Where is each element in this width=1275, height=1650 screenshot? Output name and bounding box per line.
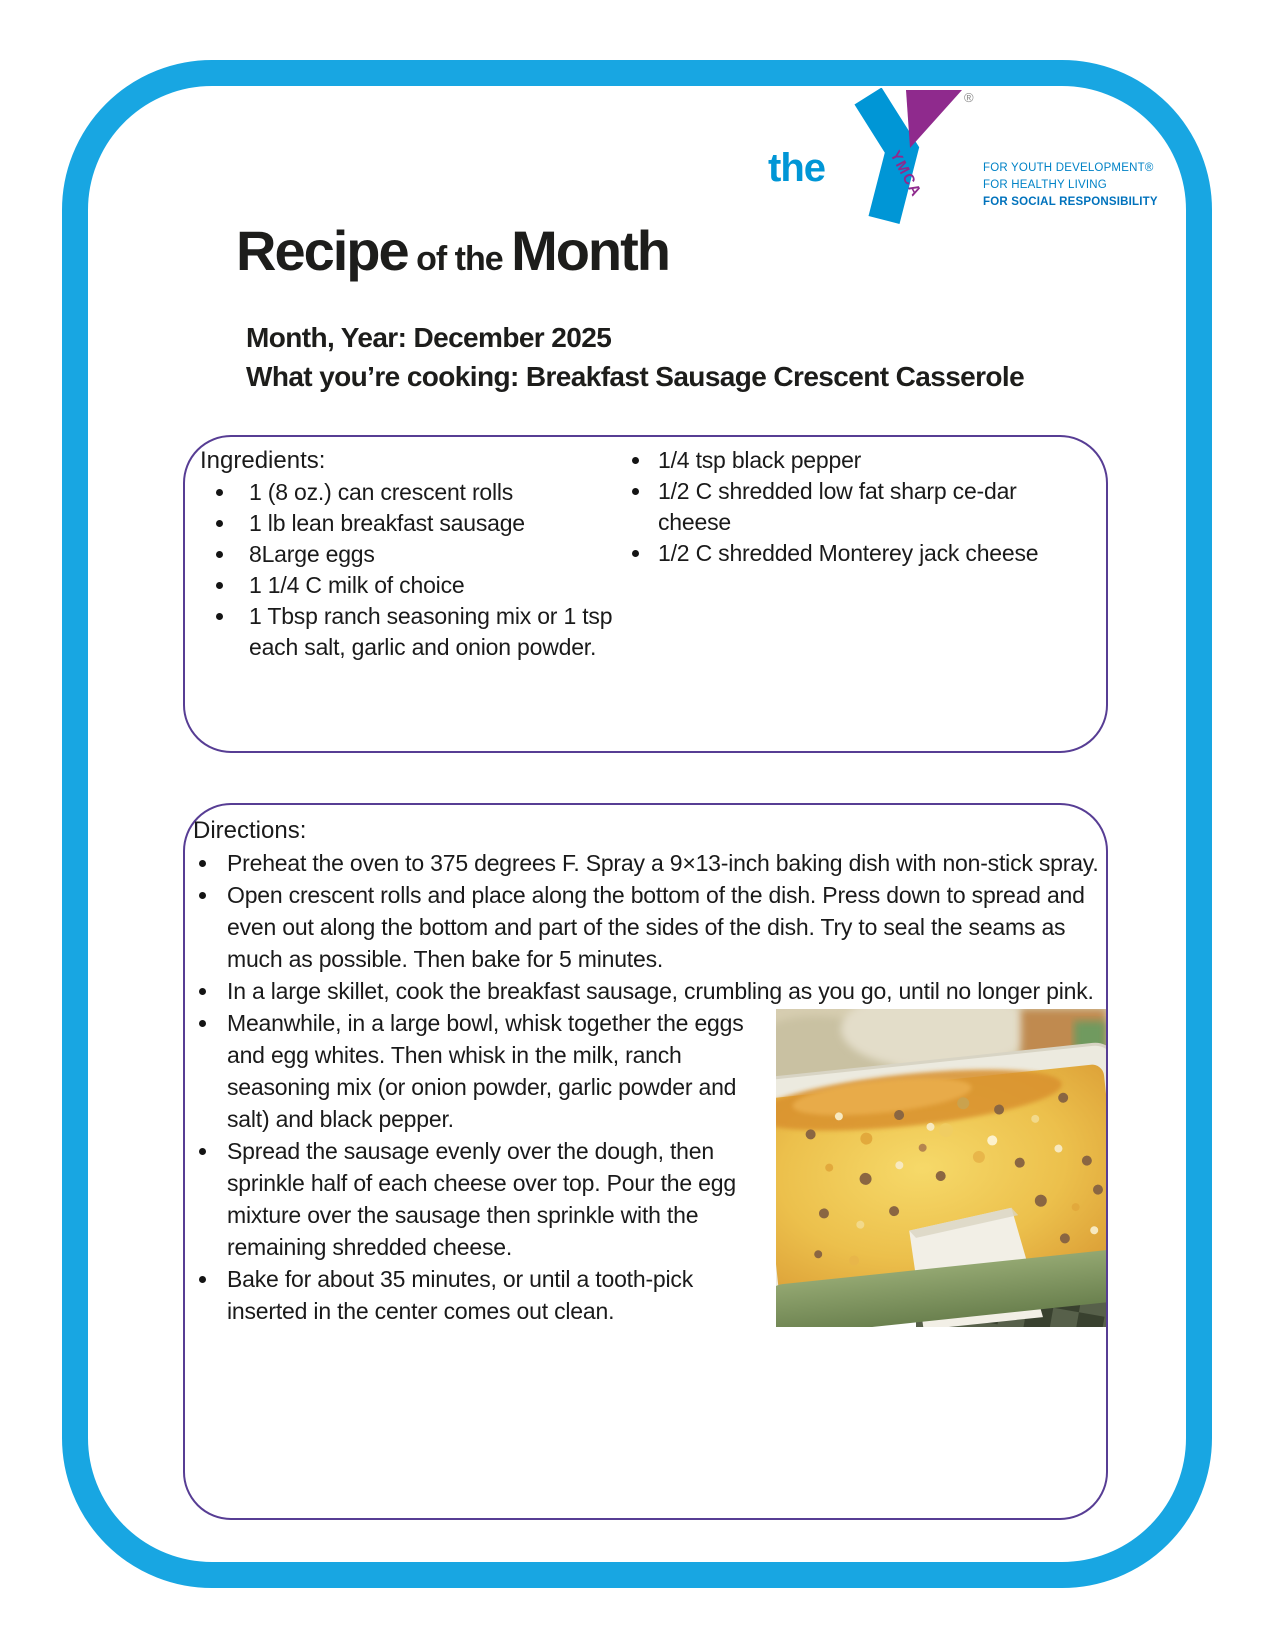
- tagline-healthy-living: FOR HEALTHY LIVING: [983, 179, 1107, 191]
- direction-item: [193, 1007, 1106, 1135]
- directions-list: [193, 847, 1106, 1327]
- logo-the-label: the: [768, 146, 825, 190]
- direction-item: [193, 975, 1106, 1007]
- bullet-icon: [632, 550, 639, 557]
- bullet-icon: [632, 457, 639, 464]
- ingredient-text: 1/4 tsp black pepper: [658, 447, 862, 473]
- title-of-the: of the: [407, 240, 512, 278]
- ingredient-text: 1 (8 oz.) can crescent rolls: [249, 479, 514, 505]
- ingredient-text: 1/2 C shredded low fat sharp ce-dar cheese: [658, 478, 1017, 535]
- ingredient-item: [200, 539, 624, 570]
- ingredient-item: [624, 538, 1088, 569]
- direction-text: Spread the sausage evenly over the dough, then sprinkle half of each cheese over top. Pour the egg mixture over the sausage then sprinkle with the remaining shredded cheese.: [227, 1138, 736, 1260]
- recipe-meta: [246, 318, 1024, 396]
- ingredients-right-list: [624, 445, 1088, 569]
- bullet-icon: [199, 988, 206, 995]
- bullet-icon: [632, 488, 639, 495]
- title-word-recipe: Recipe: [236, 219, 408, 282]
- bullet-icon: [216, 489, 223, 496]
- ingredient-text: 1 Tbsp ranch seasoning mix or 1 tsp each salt, garlic and onion powder.: [249, 603, 613, 660]
- bullet-icon: [199, 1148, 206, 1155]
- ymca-logo: [768, 88, 1158, 228]
- bullet-icon: [199, 1276, 206, 1283]
- page-title: [236, 218, 669, 283]
- bullet-icon: [216, 613, 223, 620]
- tagline-youth-development: FOR YOUTH DEVELOPMENT®: [983, 162, 1154, 174]
- ingredients-heading: Ingredients:: [200, 447, 326, 474]
- logo-taglines: [983, 160, 1158, 211]
- directions-heading: Directions:: [193, 817, 307, 844]
- ymca-vertical-label: YMCA: [886, 147, 926, 201]
- ingredient-text: 1 lb lean breakfast sausage: [249, 510, 525, 536]
- ymca-y-icon: [846, 88, 978, 233]
- bullet-icon: [216, 582, 223, 589]
- ingredient-item: [200, 477, 624, 508]
- title-word-month: Month: [511, 219, 669, 282]
- bullet-icon: [216, 551, 223, 558]
- direction-item: [193, 1263, 1106, 1327]
- direction-item: [193, 879, 1106, 975]
- direction-text: Preheat the oven to 375 degrees F. Spray a 9×13-inch baking dish with non-stick spray.: [227, 850, 1099, 876]
- what-cooking-line: What you’re cooking: Breakfast Sausage Crescent Casserole: [246, 361, 1025, 392]
- direction-item: [193, 1135, 1106, 1263]
- direction-text: Open crescent rolls and place along the bottom of the dish. Press down to spread and even out along the bottom and part of the sides of the dish. Try to seal the seams as much as possible. Then bake for 5 minutes.: [227, 882, 1085, 972]
- ingredient-item: [200, 570, 624, 601]
- ingredients-panel: [183, 435, 1108, 753]
- ingredient-item: [200, 601, 624, 663]
- bullet-icon: [216, 520, 223, 527]
- directions-panel: [183, 803, 1108, 1520]
- bullet-icon: [199, 860, 206, 867]
- ingredient-item: [624, 476, 1088, 538]
- ingredient-text: 1/2 C shredded Monterey jack cheese: [658, 540, 1039, 566]
- month-year-line: Month, Year: December 2025: [246, 322, 612, 353]
- ingredient-item: [624, 445, 1088, 476]
- ingredient-item: [200, 508, 624, 539]
- direction-text: Bake for about 35 minutes, or until a tooth-pick inserted in the center comes out clean.: [227, 1266, 693, 1324]
- registered-icon: ®: [964, 90, 974, 105]
- ingredients-left-list: [200, 477, 624, 663]
- bullet-icon: [199, 1020, 206, 1027]
- bullet-icon: [199, 892, 206, 899]
- direction-text: Meanwhile, in a large bowl, whisk together the eggs and egg whites. Then whisk in the milk, ranch seasoning mix (or onion powder, garlic powder and salt) and black pepper.: [227, 1010, 744, 1132]
- direction-item: [193, 847, 1106, 879]
- direction-text: In a large skillet, cook the breakfast sausage, crumbling as you go, until no longer pink.: [227, 978, 1094, 1004]
- y-purple-triangle: [906, 90, 962, 148]
- ingredient-text: 1 1/4 C milk of choice: [249, 572, 465, 598]
- tagline-social-responsibility: FOR SOCIAL RESPONSIBILITY: [983, 196, 1158, 208]
- ingredient-text: 8Large eggs: [249, 541, 375, 567]
